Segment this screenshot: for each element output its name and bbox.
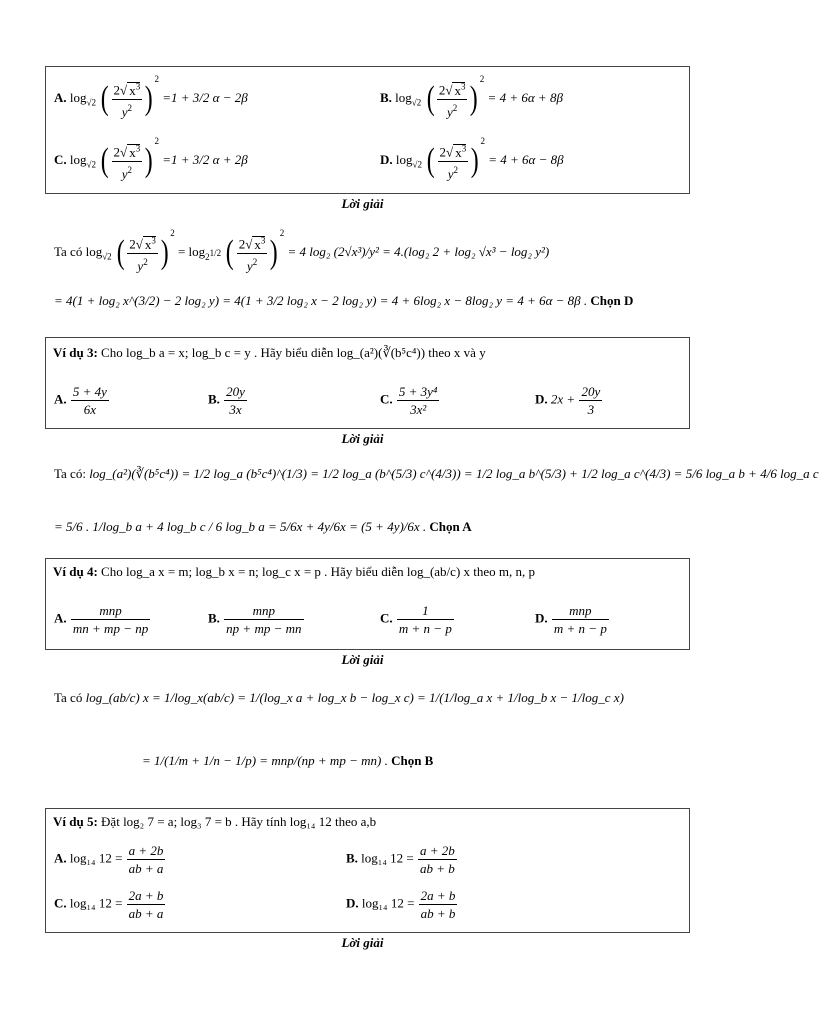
denominator: m + n − p — [553, 621, 607, 636]
choice-rhs: =1 + 3/2 α + 2β — [162, 152, 248, 167]
numerator: 2a + b — [420, 888, 456, 903]
choice-label: A. — [54, 610, 67, 626]
choice-label: C. — [54, 152, 67, 167]
expression: = 5/6 . 1/log_b a + 4 log_b c / 6 log_b a = 5/6x + 4y/6x = (5 + 4y)/6x . — [54, 519, 427, 534]
choice-label: D. — [535, 610, 548, 626]
answer-choice: Chọn A — [429, 519, 472, 534]
numerator: 20y — [581, 384, 601, 399]
choice-rhs: = 4 + 6α − 8β — [488, 152, 564, 167]
numerator: a + 2b — [128, 843, 164, 858]
solution-4-line-1 — [54, 690, 624, 706]
choice-rhs: = 4 + 6α + 8β — [487, 90, 563, 105]
choice-label: D. — [346, 895, 359, 911]
denominator: np + mp − mn — [226, 621, 302, 636]
choice-rhs: =1 + 3/2 α − 2β — [162, 90, 248, 105]
answer-choice: Chọn D — [590, 293, 634, 308]
choice-C — [380, 383, 440, 418]
example-4-question — [53, 564, 535, 580]
denominator: 6x — [83, 402, 97, 417]
intro-text: Ta có: — [54, 466, 86, 481]
choice-label: C. — [380, 610, 393, 626]
denominator: ab + a — [128, 906, 164, 921]
solution-3-line-1 — [54, 466, 819, 482]
solution-3-line-2 — [54, 519, 472, 535]
solution-heading: Lời giải — [341, 196, 384, 211]
choice-D — [535, 602, 610, 637]
denominator: 3 — [587, 402, 595, 417]
solution-heading: Lời giải — [341, 652, 384, 667]
choice-C — [380, 602, 455, 637]
choice-label: C. — [54, 895, 67, 911]
numerator: mnp — [71, 602, 150, 620]
example-label: Ví dụ 5: — [53, 814, 98, 829]
denominator: ab + b — [419, 861, 455, 876]
question-text: Cho log_a x = m; log_b x = n; log_c x = p . Hãy biểu diễn log_(ab/c) x theo m, n, p — [101, 564, 536, 579]
choice-B — [208, 383, 248, 418]
example-label: Ví dụ 4: — [53, 564, 98, 579]
choice-D — [535, 383, 603, 418]
choice-A — [54, 842, 166, 877]
numerator: mnp — [552, 602, 609, 620]
numerator: 5 + 4y — [72, 384, 107, 399]
lhs: log₁₄ 12 = — [361, 850, 414, 866]
denominator: ab + a — [128, 861, 164, 876]
lhs: log₁₄ 12 = — [361, 895, 415, 911]
example-3-question — [53, 345, 486, 361]
solution-heading: Lời giải — [341, 935, 384, 950]
numerator: 20y — [226, 384, 245, 399]
answer-choice: Chọn B — [391, 753, 434, 768]
solution-4-line-2 — [142, 753, 433, 769]
choice-label: B. — [346, 850, 358, 866]
choice-C: C. $\log_{√2}$ ( $\frac{2√ x^3}{y^2}$ )$^2$ =1 + 3/2 α + 2β — [54, 136, 248, 181]
choice-A: A. $\log_{√2}$ ( $\frac{2√ x^3}{y^2}$ )$^2$ =1 + 3/2 α − 2β — [54, 74, 248, 119]
choice-D — [346, 887, 458, 922]
expression: log_(ab/c) x = 1/log_x(ab/c) = 1/(log_x a + log_x b − log_x c) = 1/(1/log_a x + 1/log_b x − 1/log_c x) — [85, 690, 624, 705]
choice-D: D. $\log_{√2}$ ( $\frac{2√ x^3}{y^2}$ )$^2$ = 4 + 6α − 8β — [380, 136, 564, 181]
numerator: a + 2b — [419, 843, 455, 858]
denominator: 3x² — [410, 402, 427, 417]
choice-A — [54, 602, 151, 637]
choice-B: B. $\log_{√2}$ ( $\frac{2√ x^3}{y^2}$ )$^2$ = 4 + 6α + 8β — [380, 74, 563, 119]
expression: = 1/(1/m + 1/n − 1/p) = mnp/(np + mp − mn) . — [142, 753, 388, 768]
intro-text: Ta có — [54, 690, 83, 705]
expression: = 4(1 + log₂ x^(3/2) − 2 log₂ y) = 4(1 + 3/2 log₂ x − 2 log₂ y) = 4 + 6log₂ x − 8log₂ y = 4 + 6α − 8β . — [54, 293, 588, 308]
choice-B — [208, 602, 305, 637]
example-5-question — [53, 814, 376, 830]
choice-label: A. — [54, 90, 67, 105]
numerator: 5 + 3y⁴ — [398, 384, 438, 399]
solution-1-line-2 — [54, 293, 633, 309]
solution-1-line-1: Ta có $\log_{√2}$ ( $\frac{2√ x^3}{y^2}$ )$^2 = \log_{2^{1/2}}$ ( $\frac{2√ x^3}{y^2}$ )$^2$ = 4 log₂ (2√x³)/y² = 4.(log₂ 2 + log₂ √x³ − log₂ y²) — [54, 228, 550, 273]
denominator: mn + mp − np — [72, 621, 149, 636]
choice-label: D. — [535, 391, 548, 407]
choice-label: A. — [54, 850, 67, 866]
expression: = 4 log₂ (2√x³)/y² = 4.(log₂ 2 + log₂ √x³ − log₂ y²) — [287, 244, 550, 259]
intro-text: Ta có — [54, 244, 83, 259]
choice-label: B. — [380, 90, 392, 105]
choice-label: B. — [208, 610, 220, 626]
prefix: 2x + — [550, 391, 576, 407]
choice-C — [54, 887, 166, 922]
denominator: m + n − p — [398, 621, 452, 636]
lhs: log₁₄ 12 = — [69, 850, 123, 866]
choice-B — [346, 842, 458, 877]
example-label: Ví dụ 3: — [53, 345, 98, 360]
numerator: 2a + b — [128, 888, 164, 903]
choice-A — [54, 383, 110, 418]
choice-label: D. — [380, 152, 393, 167]
numerator: 1 — [397, 602, 454, 620]
choice-label: A. — [54, 391, 67, 407]
question-text: Đặt log₂ 7 = a; log₃ 7 = b . Hãy tính log₁₄ 12 theo a,b — [101, 814, 377, 829]
lhs: log₁₄ 12 = — [69, 895, 123, 911]
numerator: mnp — [224, 602, 303, 620]
choice-label: B. — [208, 391, 220, 407]
denominator: ab + b — [420, 906, 456, 921]
expression: log_(a²)(∛(b⁵c⁴)) = 1/2 log_a (b⁵c⁴)^(1/3) = 1/2 log_a (b^(5/3) c^(4/3)) = 1/2 log_a b^(5/3) + 1/2 log_a c^(4/3) = 5/6 log_a b + 4/6 log_a c — [89, 466, 819, 481]
question-text: Cho log_b a = x; log_b c = y . Hãy biểu diễn log_(a²)(∛(b⁵c⁴)) theo x và y — [101, 345, 486, 360]
choice-label: C. — [380, 391, 393, 407]
denominator: 3x — [229, 402, 242, 417]
solution-heading: Lời giải — [341, 431, 384, 446]
